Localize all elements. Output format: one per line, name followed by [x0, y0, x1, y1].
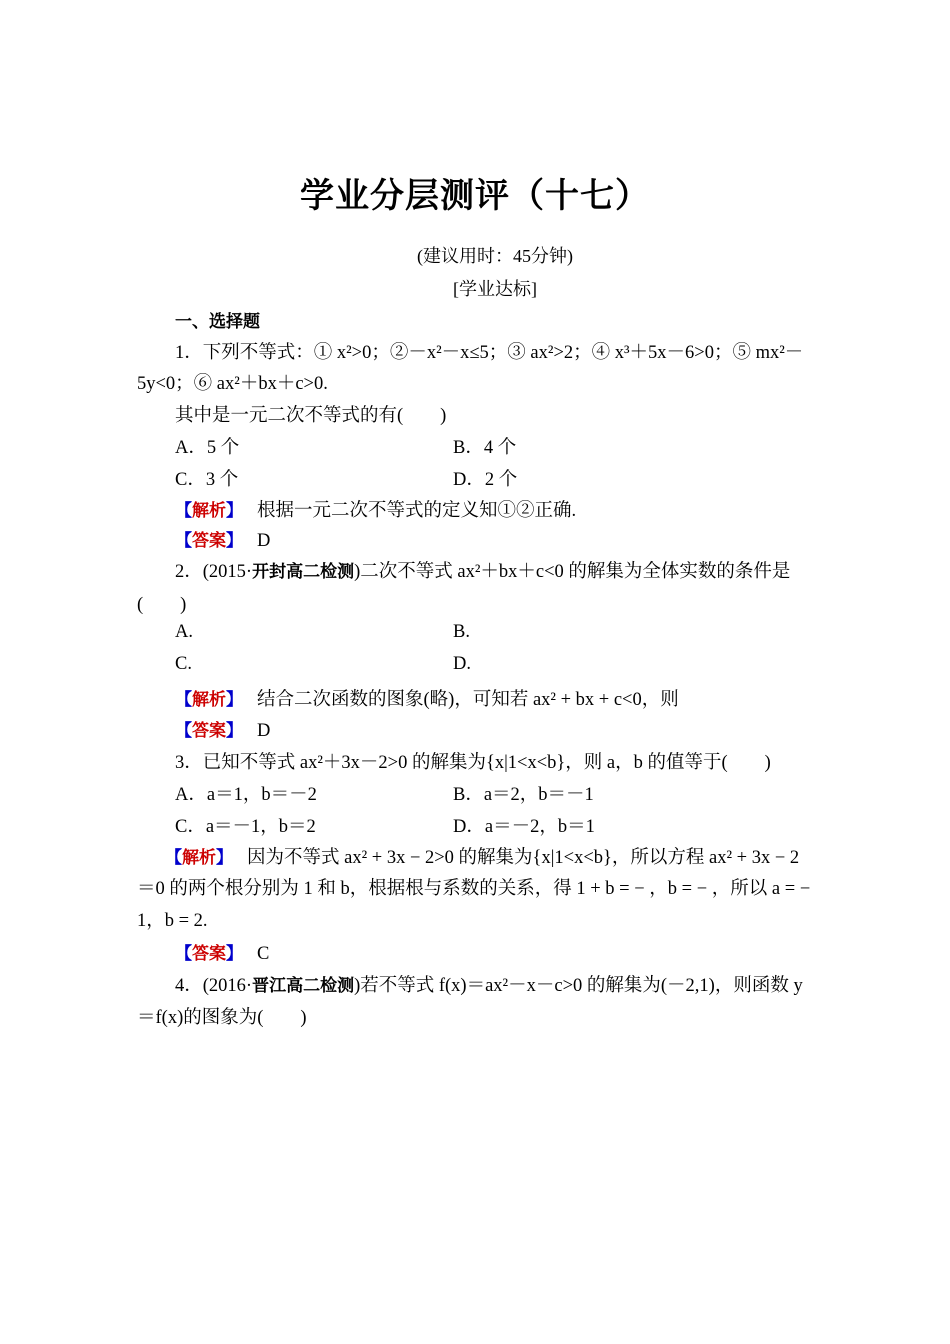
- q3-answer: [175, 939, 269, 965]
- q1-option-d: D．2 个: [453, 470, 518, 490]
- q4-source: 晋江高二检测: [252, 976, 355, 996]
- q1-stem-line3: 其中是一元二次不等式的有( ): [175, 406, 447, 426]
- q1-option-b: B．4 个: [453, 438, 517, 458]
- q3-analysis-text: 因为不等式 ax² + 3x − 2>0 的解集为{x|1<x<b}，所以方程 ax² + 3x − 2: [247, 848, 800, 868]
- q3-option-c: C．a＝－1，b＝2: [175, 817, 316, 837]
- q2-option-d: D.: [453, 654, 471, 674]
- q1-stem-line2: 5y<0；⑥ ax²＋bx＋c>0.: [137, 374, 328, 394]
- q3-option-b: B．a＝2，b＝－1: [453, 785, 594, 805]
- answer-tag: 【答案】: [175, 721, 243, 741]
- q2-source: 开封高二检测: [252, 562, 355, 582]
- q1-answer-text: D: [257, 531, 271, 551]
- q1-analysis: [175, 496, 576, 522]
- q3-option-d: D．a＝－2，b＝1: [453, 817, 595, 837]
- q1-option-c: C．3 个: [175, 470, 239, 490]
- q1-answer: [175, 526, 270, 552]
- part-heading: 一、选择题: [175, 312, 260, 332]
- q2-analysis-text: 结合二次函数的图象(略)，可知若 ax² + bx + c<0，则: [257, 690, 679, 710]
- q3-stem-line1: 3．已知不等式 ax²＋3x－2>0 的解集为{x|1<x<b}，则 a，b 的值等于( ): [175, 753, 771, 773]
- time-hint: (建议用时：45分钟): [417, 246, 573, 266]
- q4-stem-line2: ＝f(x)的图象为( ): [137, 1008, 307, 1028]
- answer-tag: 【答案】: [175, 531, 243, 551]
- q1-analysis-text: 根据一元二次不等式的定义知①②正确.: [257, 501, 577, 521]
- q4-stem-line1: 4．(2016·晋江高二检测)若不等式 f(x)＝ax²－x－c>0 的解集为(－2,1)，则函数 y: [175, 976, 803, 996]
- q1-option-a: A．5 个: [175, 438, 240, 458]
- q2-option-b: B.: [453, 622, 470, 642]
- q2-stem-line2: ( ): [137, 595, 187, 615]
- q3-analysis-line3: 1，b = 2.: [137, 911, 208, 931]
- q3-answer-text: C: [257, 944, 270, 964]
- answer-tag: 【答案】: [175, 944, 243, 964]
- q3-analysis-line2: ＝0 的两个根分别为 1 和 b，根据根与系数的关系，得 1 + b = − ，b = − ，所以 a = −: [137, 879, 811, 899]
- q2-analysis: [175, 685, 679, 711]
- q3-option-a: A．a＝1，b＝－2: [175, 785, 317, 805]
- q2-stem-line1: 2．(2015·开封高二检测)二次不等式 ax²＋bx＋c<0 的解集为全体实数的条件是: [175, 562, 791, 582]
- q2-answer: [175, 716, 270, 742]
- q1-stem-line1: 1．下列不等式：① x²>0；②－x²－x≤5；③ ax²>2；④ x³＋5x－6>0；⑤ mx²－: [175, 343, 804, 363]
- q2-option-a: A.: [175, 622, 193, 642]
- section-heading: [学业达标]: [453, 279, 537, 299]
- q2-option-c: C.: [175, 654, 192, 674]
- analysis-tag: 【解析】: [175, 690, 243, 710]
- page-title: 学业分层测评（十七）: [300, 176, 650, 216]
- analysis-tag: 【解析】: [165, 848, 233, 868]
- q3-analysis-line1: [165, 843, 799, 869]
- analysis-tag: 【解析】: [175, 501, 243, 521]
- q2-answer-text: D: [257, 721, 271, 741]
